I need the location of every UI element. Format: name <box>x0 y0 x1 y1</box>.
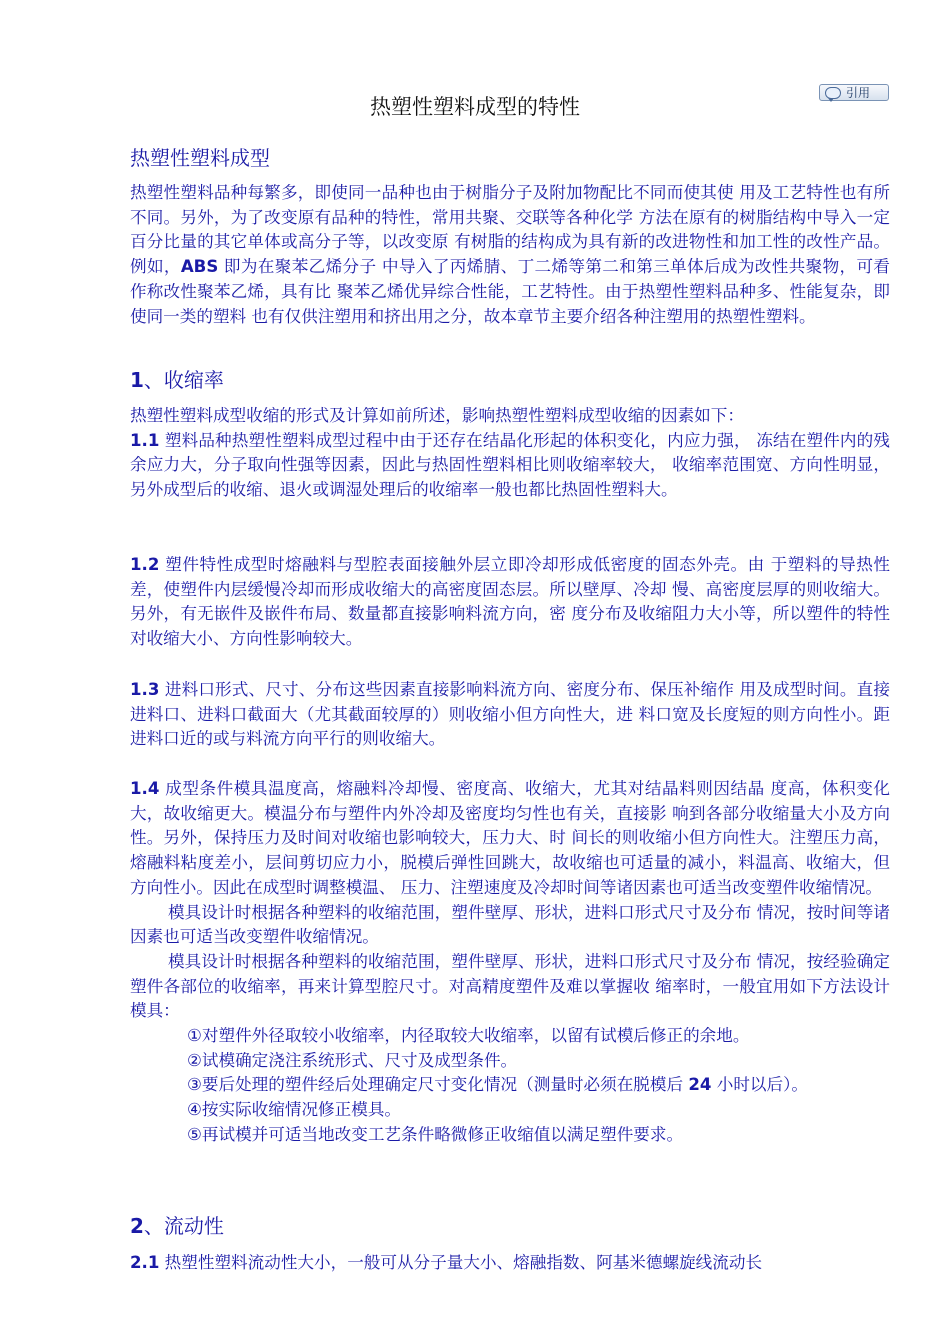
quote-button-label: 引用 <box>846 86 871 100</box>
section-heading-shrinkage: 1、收缩率 <box>130 368 224 392</box>
shrinkage-body-b <box>130 553 890 652</box>
shrinkage-body-c <box>130 678 890 752</box>
paragraph-1-5: 模具设计时根据各种塑料的收缩范围，塑件壁厚、形状，进料口形式尺寸及分布 情况，按时间等诸因素也可适当改变塑件收缩情况。 <box>130 902 890 947</box>
paragraph-1-3: 1.3 进料口形式、尺寸、分布这些因素直接影响料流方向、密度分布、保压补缩作 用及成型时间。直接进料口、进料口截面大（尤其截面较厚的）则收缩小但方向性大，进 料口宽及长度短的则方向性小。距进料口近的或与料流方向平行的则收缩大。 <box>130 680 890 749</box>
section-heading-molding: 热塑性塑料成型 <box>130 146 270 170</box>
shrinkage-body-d <box>130 777 890 1148</box>
list-item: ③要后处理的塑件经后处理确定尺寸变化情况（测量时必须在脱模后 24 小时以后）。 <box>187 1075 809 1095</box>
list-item: ⑤再试模并可适当地改变工艺条件略微修正收缩值以满足塑件要求。 <box>187 1124 684 1144</box>
document-title: 热塑性塑料成型的特性 <box>370 95 580 119</box>
section-heading-flowability: 2、流动性 <box>130 1214 224 1238</box>
list-item: ④按实际收缩情况修正模具。 <box>187 1100 402 1120</box>
list-item: ②试模确定浇注系统形式、尺寸及成型条件。 <box>187 1050 518 1070</box>
paragraph-1-1: 1.1 塑料品种热塑性塑料成型过程中由于还存在结晶化形起的体积变化，内应力强， 冻结在塑件内的残余应力大，分子取向性强等因素，因此与热固性塑料相比则收缩率较大， 收缩率范围宽、方向性明显，另外成型后的收缩、退火或调湿处理后的收缩率一般也都比热固性塑料大。 <box>130 430 890 500</box>
paragraph-1-6: 模具设计时根据各种塑料的收缩范围，塑件壁厚、形状，进料口形式尺寸及分布 情况，按经验确定塑件各部位的收缩率，再来计算型腔尺寸。对高精度塑件及难以掌握收 缩率时，一般宜用如下方法设计模具： <box>130 951 890 1021</box>
paragraph-1-2: 1.2 塑件特性成型时熔融料与型腔表面接触外层立即冷却形成低密度的固态外壳。由 于塑料的导热性差，使塑件内层缓慢冷却而形成收缩大的高密度固态层。所以壁厚、冷却 慢、高密度层厚的则收缩大。另外，有无嵌件及嵌件布局、数量都直接影响料流方向，密 度分布及收缩阻力大小等，所以塑件的特性对收缩大小、方向性影响较大。 <box>130 555 890 649</box>
shrinkage-intro: 热塑性塑料成型收缩的形式及计算如前所述，影响热塑性塑料成型收缩的因素如下： <box>130 406 744 425</box>
paragraph-2-1: 2.1 热塑性塑料流动性大小，一般可从分子量大小、熔融指数、阿基米德螺旋线流动长 <box>130 1253 763 1272</box>
intro-paragraph: 热塑性塑料品种每繁多，即使同一品种也由于树脂分子及附加物配比不同而使其使 用及工艺特性也有所不同。另外，为了改变原有品种的特性，常用共聚、交联等各种化学 方法在原有的树脂结构中导入一定百分比量的其它单体或高分子等，以改变原 有树脂的结构成为具有新的改进物性和加工性的改性产品。例如，ABS 即为在聚苯乙烯分子 中导入了丙烯腈、丁二烯等第二和第三单体后成为改性共聚物，可看作称改性聚苯乙烯，具有比 聚苯乙烯优异综合性能，工艺特性。由于热塑性塑料品种多、性能复杂，即使同一类的塑料 也有仅供注塑用和挤出用之分，故本章节主要介绍各种注塑用的热塑性塑料。 <box>130 183 890 326</box>
section-molding-body <box>130 181 890 329</box>
paragraph-1-4: 1.4 成型条件模具温度高，熔融料冷却慢、密度高、收缩大，尤其对结晶料则因结晶 度高，体积变化大，故收缩更大。模温分布与塑件内外冷却及密度均匀性也有关，直接影 响到各部分收缩量大小及方向性。另外，保持压力及时间对收缩也影响较大，压力大、时 间长的则收缩小但方向性大。注塑压力高，熔融料粘度差小，层间剪切应力小，脱模后弹性回跳大，故收缩也可适量的减小，料温高、收缩大，但方向性小。因此在成型时调整模温、 压力、注塑速度及冷却时间等诸因素也可适当改变塑件收缩情况。 <box>130 779 890 897</box>
flowability-body <box>130 1251 890 1276</box>
list-item: ①对塑件外径取较小收缩率，内径取较大收缩率，以留有试模后修正的余地。 <box>187 1026 750 1046</box>
shrinkage-body-a <box>130 404 890 503</box>
